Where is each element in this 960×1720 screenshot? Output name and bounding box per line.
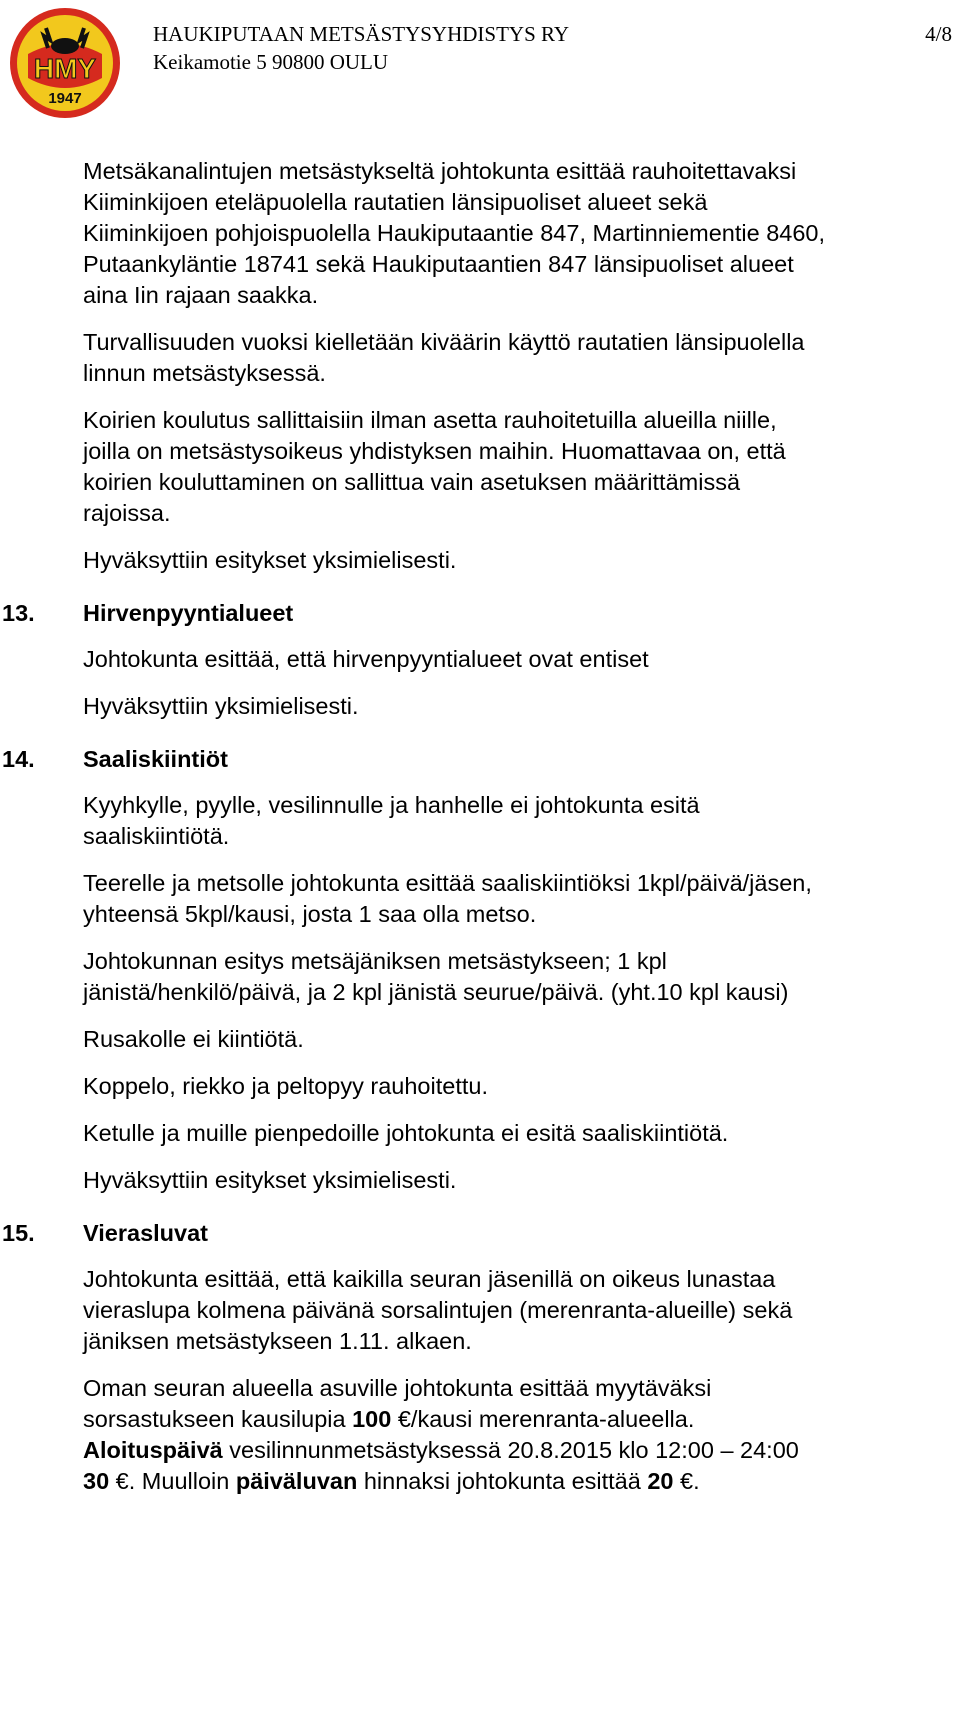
text-line: Hyväksyttiin yksimielisesti.: [83, 693, 359, 719]
text-line: Metsäkanalintujen metsästykseltä johtokunta esittää rauhoitettavaksi: [83, 158, 797, 184]
text-line: joilla on metsästysoikeus yhdistyksen maihin. Huomattavaa on, että: [83, 438, 786, 464]
section-number: 15.: [2, 1220, 35, 1246]
text-line: vieraslupa kolmena päivänä sorsalintujen (merenranta-alueille) sekä: [83, 1297, 793, 1323]
text-line: saaliskiintiötä.: [83, 823, 230, 849]
paragraph: [83, 868, 953, 930]
club-logo: [8, 6, 122, 120]
text-line: Koppelo, riekko ja peltopyy rauhoitettu.: [83, 1073, 488, 1099]
text-line: [83, 1404, 953, 1435]
text-line: Kyyhkylle, pyylle, vesilinnulle ja hanhelle ei johtokunta esitä: [83, 792, 700, 818]
text-line: [83, 1466, 953, 1497]
text-run: €/kausi merenranta-alueella.: [391, 1406, 695, 1432]
text-line: Ketulle ja muille pienpedoille johtokunta ei esitä saaliskiintiötä.: [83, 1120, 729, 1146]
paragraph: [83, 545, 953, 576]
text-line: Rusakolle ei kiintiötä.: [83, 1026, 304, 1052]
paragraph: [83, 156, 953, 311]
text-line: Putaankyläntie 18741 sekä Haukiputaantien 847 länsipuoliset alueet: [83, 251, 794, 277]
paragraph: [83, 644, 953, 675]
text-line: jäniksen metsästykseen 1.11. alkaen.: [83, 1328, 472, 1354]
paragraph: [83, 1373, 953, 1497]
price-bold: 100: [352, 1406, 392, 1432]
text-line: yhteensä 5kpl/kausi, josta 1 saa olla metso.: [83, 901, 537, 927]
text-line: Kiiminkijoen pohjoispuolella Haukiputaantie 847, Martinniementie 8460,: [83, 220, 826, 246]
section-number: 13.: [2, 600, 35, 626]
text-line: Oman seuran alueella asuville johtokunta esittää myytäväksi: [83, 1375, 712, 1401]
text-line: Kiiminkijoen eteläpuolella rautatien länsipuoliset alueet sekä: [83, 189, 708, 215]
text-line: Koirien koulutus sallittaisiin ilman asetta rauhoitetuilla alueilla niille,: [83, 407, 777, 433]
text-line: [83, 1435, 953, 1466]
paragraph: [83, 405, 953, 529]
section-title: Saaliskiintiöt: [83, 746, 228, 772]
text-line: Johtokunta esittää, että hirvenpyyntialueet ovat entiset: [83, 646, 649, 672]
text-line: aina Iin rajaan saakka.: [83, 282, 319, 308]
text-line: Teerelle ja metsolle johtokunta esittää saaliskiintiöksi 1kpl/päivä/jäsen,: [83, 870, 812, 896]
section-title: Vierasluvat: [83, 1220, 208, 1246]
text-run: hinnaksi johtokunta esittää: [357, 1468, 648, 1494]
text-line: rajoissa.: [83, 500, 171, 526]
paragraph: [83, 327, 953, 389]
svg-text:HMY: HMY: [33, 53, 97, 84]
paragraph: [83, 1118, 953, 1149]
text-line: Johtokunnan esitys metsäjäniksen metsästykseen; 1 kpl: [83, 948, 667, 974]
paragraph: [83, 1165, 953, 1196]
text-run: sorsastukseen kausilupia: [83, 1406, 353, 1432]
text-run: €.: [673, 1468, 700, 1494]
paragraph: [83, 946, 953, 1008]
paragraph: [83, 691, 953, 722]
section-heading: [2, 1218, 953, 1249]
document-body: [2, 156, 953, 1513]
paragraph: [83, 1071, 953, 1102]
section-number: 14.: [2, 746, 35, 772]
day-permit-bold: päiväluvan: [235, 1468, 358, 1494]
start-day-bold: Aloituspäivä: [83, 1437, 223, 1463]
price-bold: 20: [647, 1468, 674, 1494]
text-run: vesilinnunmetsästyksessä 20.8.2015 klo 12:00 – 24:00: [222, 1437, 799, 1463]
section-heading: [2, 744, 953, 775]
section-title: Hirvenpyyntialueet: [83, 600, 294, 626]
text-line: koirien kouluttaminen on sallittua vain asetuksen määrittämissä: [83, 469, 741, 495]
paragraph: [83, 1264, 953, 1357]
organization-name: HAUKIPUTAAN METSÄSTYSYHDISTYS RY: [153, 22, 570, 46]
page-number: 4/8: [925, 22, 952, 46]
paragraph: [83, 1024, 953, 1055]
paragraph: [83, 790, 953, 852]
text-run: €. Muulloin: [109, 1468, 236, 1494]
text-line: Turvallisuuden vuoksi kielletään kiväärin käyttö rautatien länsipuolella: [83, 329, 805, 355]
svg-text:1947: 1947: [48, 90, 82, 107]
text-line: Johtokunta esittää, että kaikilla seuran jäsenillä on oikeus lunastaa: [83, 1266, 776, 1292]
text-line: Hyväksyttiin esitykset yksimielisesti.: [83, 1167, 457, 1193]
price-bold: 30: [83, 1468, 110, 1494]
text-line: linnun metsästyksessä.: [83, 360, 326, 386]
section-heading: [2, 598, 953, 629]
organization-address: Keikamotie 5 90800 OULU: [153, 50, 389, 74]
text-line: jänistä/henkilö/päivä, ja 2 kpl jänistä seurue/päivä. (yht.10 kpl kausi): [83, 979, 789, 1005]
text-line: Hyväksyttiin esitykset yksimielisesti.: [83, 547, 457, 573]
